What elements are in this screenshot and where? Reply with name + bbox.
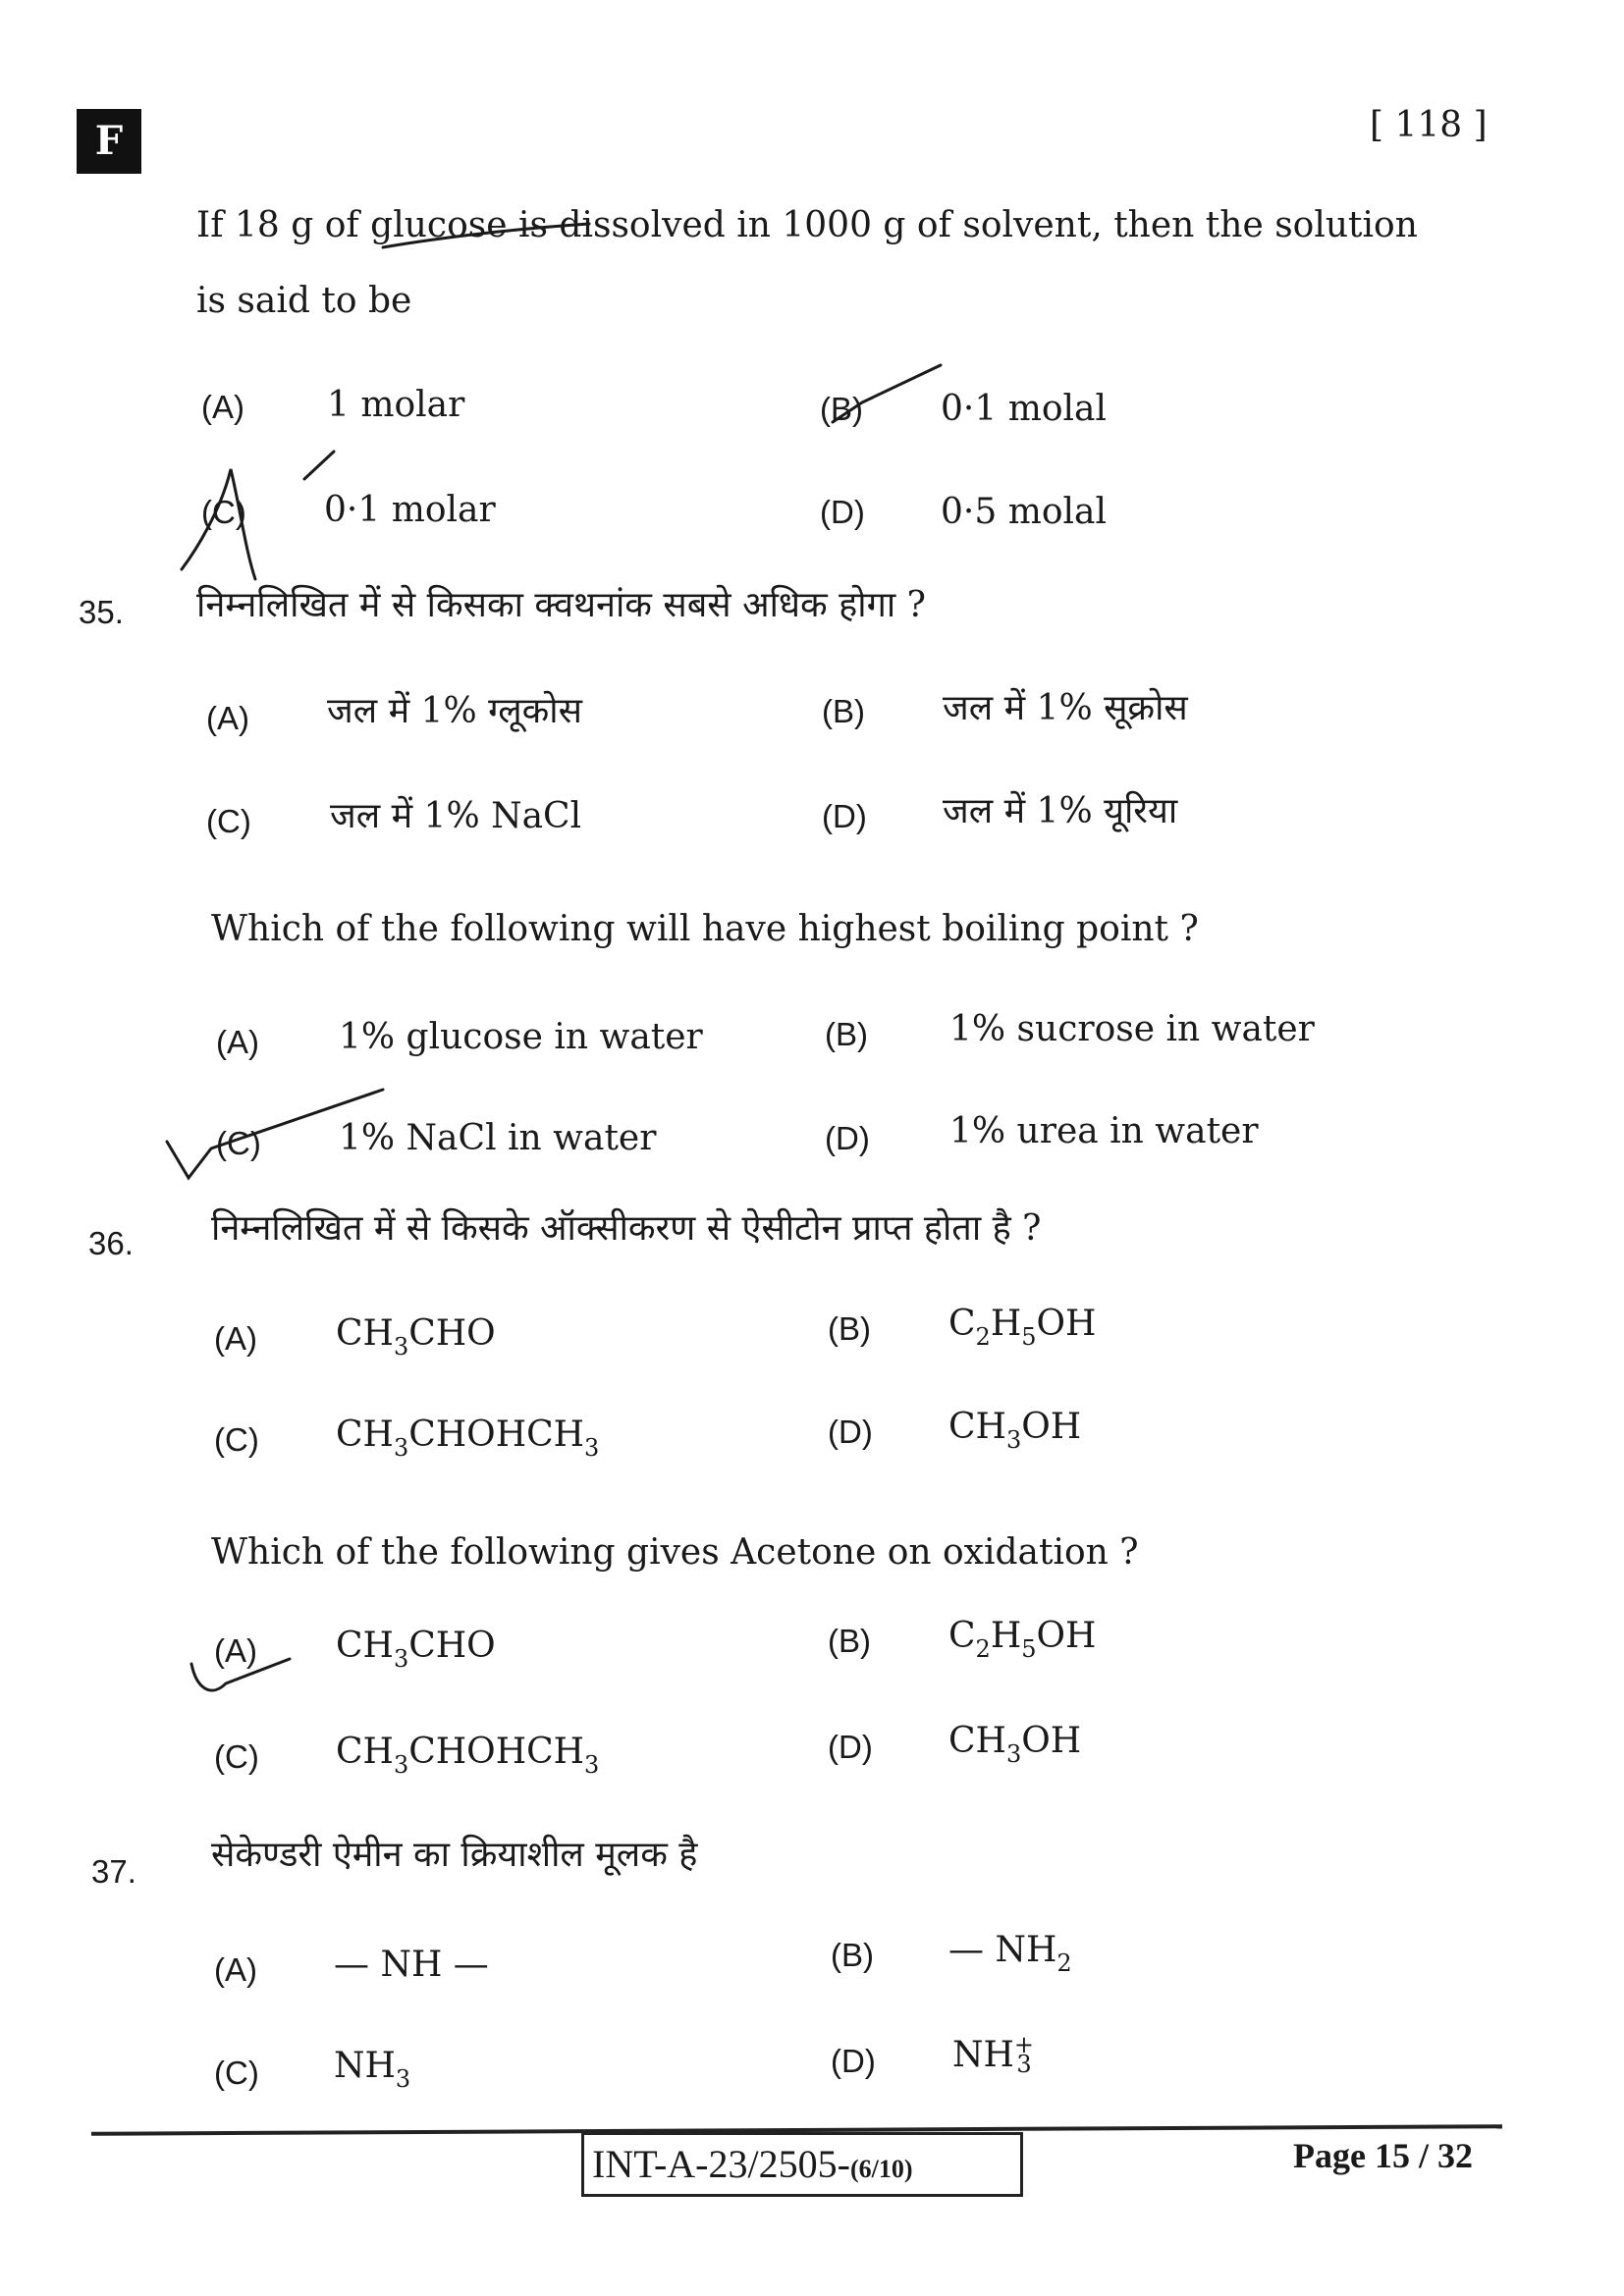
option-text: $CH_3CHOHCH_3$	[336, 1415, 600, 1462]
page-indicator: Page 15 / 32	[1293, 2136, 1473, 2175]
option-text: 0·5 molal	[941, 492, 1107, 532]
option-text: $NH_3$	[334, 2046, 411, 2093]
option-label: (A)	[214, 1632, 257, 1669]
set-badge: F	[77, 109, 141, 174]
question-number: 35.	[79, 594, 124, 630]
option-text: $CH_3OH$	[948, 1721, 1082, 1768]
paper-code	[581, 2132, 1023, 2197]
question-34-line2: is said to be	[196, 281, 412, 321]
option-label: (D)	[828, 1729, 873, 1765]
stroke-mark	[304, 452, 334, 479]
option-text: $CH_3CHO$	[336, 1313, 496, 1361]
option-text: 0·1 molal	[941, 389, 1107, 429]
option-text: 1% urea in water	[949, 1111, 1259, 1151]
option-label: (B)	[828, 1623, 871, 1659]
option-text: 0·1 molar	[324, 490, 496, 530]
question-number: 37.	[91, 1853, 136, 1890]
question-number: 36.	[88, 1225, 134, 1261]
question-37-hindi: सेकेण्डरी ऐमीन का क्रियाशील मूलक है	[211, 1835, 698, 1875]
question-36-english: Which of the following gives Acetone on oxidation ?	[211, 1532, 1139, 1573]
option-label: (C)	[214, 1421, 259, 1458]
option-label: (A)	[214, 1951, 257, 1988]
option-text: 1% sucrose in water	[949, 1009, 1315, 1049]
option-text: जल में 1% NaCl	[330, 796, 582, 836]
option-text: — $NH_2$	[948, 1930, 1072, 1977]
option-label: (C)	[201, 494, 246, 530]
paper-code-text: INT-A-23/2505-	[592, 2142, 850, 2186]
option-label: (D)	[820, 494, 865, 530]
option-label: (D)	[828, 1414, 873, 1450]
option-text: 1% NaCl in water	[339, 1118, 657, 1158]
option-label: (B)	[825, 1016, 868, 1052]
option-label: (A)	[216, 1024, 259, 1060]
option-text: $C_2H_5OH$	[948, 1304, 1097, 1351]
option-label: (B)	[831, 1937, 874, 1973]
option-label: (C)	[216, 1125, 261, 1161]
option-label: (C)	[206, 803, 251, 839]
option-label: (C)	[214, 2055, 259, 2091]
question-35-hindi: निम्नलिखित में से किसका क्वथनांक सबसे अधिक होगा ?	[196, 585, 926, 625]
option-text: $CH_3OH$	[948, 1407, 1082, 1454]
option-text: — NH —	[334, 1945, 489, 1985]
question-36-hindi: निम्नलिखित में से किसके ऑक्सीकरण से ऐसीटोन प्राप्त होता है ?	[211, 1208, 1042, 1249]
option-label: (C)	[214, 1738, 259, 1775]
option-text: जल में 1% ग्लूकोस	[327, 691, 582, 731]
option-label: (D)	[831, 2043, 876, 2079]
question-35-english: Which of the following will have highest boiling point ?	[211, 909, 1199, 949]
option-label: (D)	[825, 1120, 870, 1156]
option-label: (A)	[206, 700, 249, 736]
option-label: (B)	[820, 391, 863, 427]
page-number: [ 118 ]	[1370, 105, 1488, 145]
option-text: जल में 1% यूरिया	[943, 791, 1178, 831]
option-text: $C_2H_5OH$	[948, 1616, 1097, 1663]
paper-code-set: (6/10)	[849, 2155, 913, 2183]
option-text: 1% glucose in water	[339, 1017, 703, 1057]
option-label: (D)	[822, 798, 867, 834]
option-text: 1 molar	[327, 385, 465, 425]
option-label: (A)	[201, 389, 244, 425]
option-text: जल में 1% सूक्रोस	[943, 688, 1188, 728]
option-text: $CH_3CHO$	[336, 1626, 496, 1673]
option-label: (B)	[828, 1310, 871, 1347]
question-34-line1: If 18 g of glucose is dissolved in 1000 g of solvent, then the solution	[196, 205, 1418, 245]
option-label: (A)	[214, 1320, 257, 1357]
option-text: $CH_3CHOHCH_3$	[336, 1732, 600, 1779]
option-label: (B)	[822, 693, 865, 729]
option-text: NH+ 3	[952, 2031, 1035, 2078]
